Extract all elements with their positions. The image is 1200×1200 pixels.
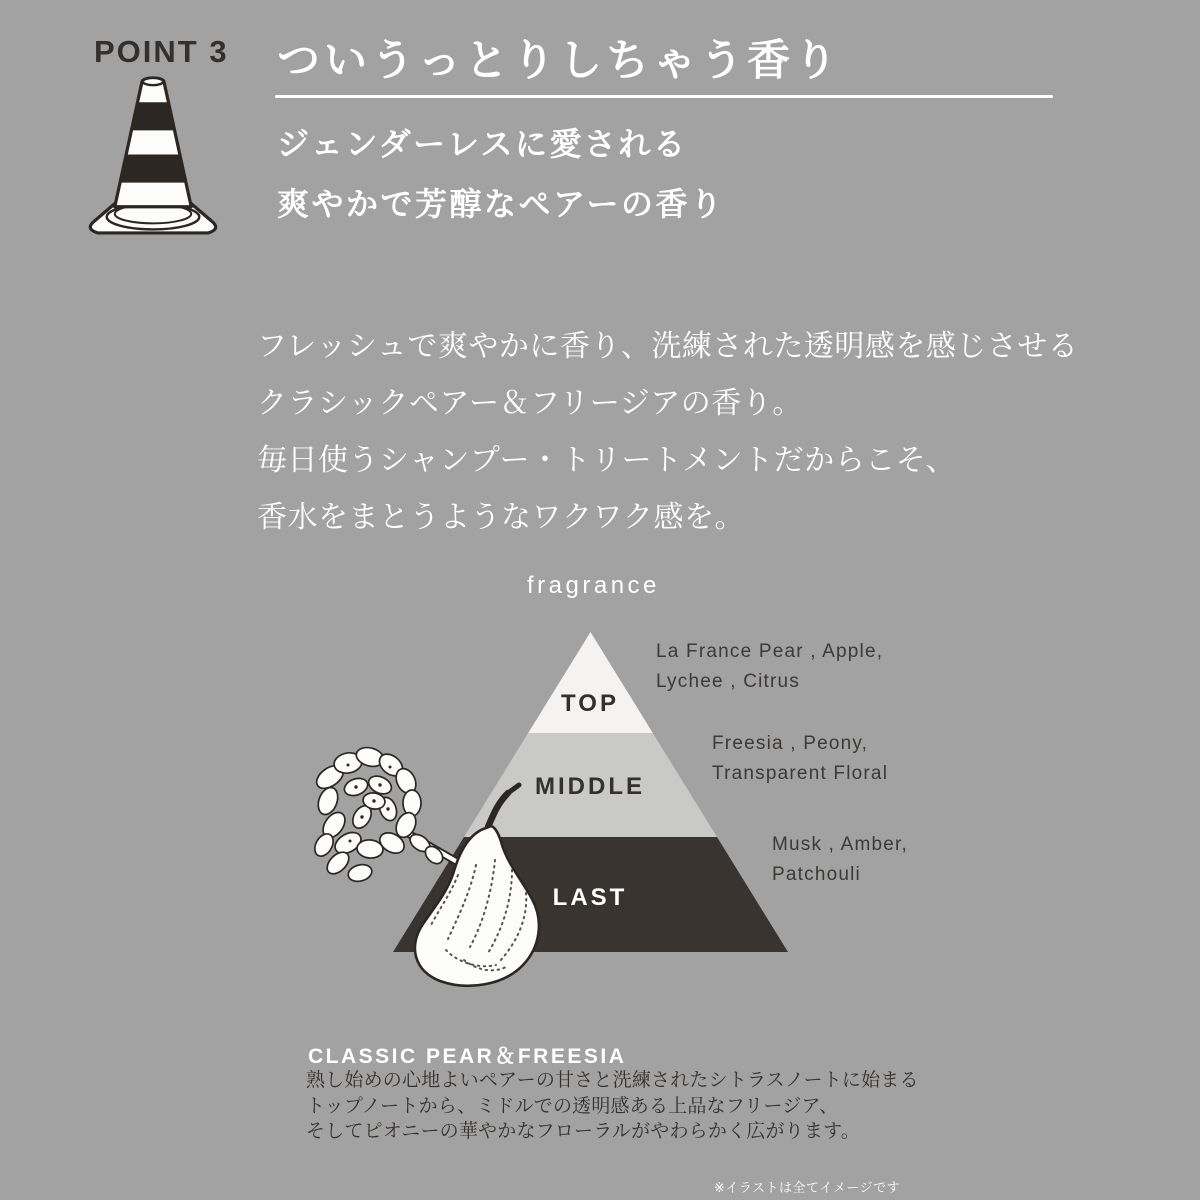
last-notes — [772, 830, 908, 890]
note-line: Patchouli — [772, 864, 861, 885]
pyramid-top-layer — [528, 632, 653, 733]
title-underline — [275, 95, 1053, 98]
section-subtitle — [277, 114, 725, 234]
scent-description-line: そしてピオニーの華やかなフローラルがやわらかく広がります。 — [306, 1121, 860, 1142]
top-notes — [656, 637, 883, 697]
note-line: Lychee , Citrus — [656, 671, 801, 692]
note-line: Musk , Amber, — [772, 834, 908, 855]
intro-paragraph — [257, 318, 1078, 546]
pyramid-label-middle: MIDDLE — [535, 773, 645, 800]
footer-disclaimer: ※イラストは全てイメージです — [714, 1180, 901, 1195]
scent-description — [306, 1068, 919, 1145]
note-line: Freesia , Peony, — [712, 733, 869, 754]
pyramid-label-last: LAST — [552, 884, 628, 911]
intro-line: 香水をまとうようなワクワク感を。 — [257, 501, 745, 534]
traffic-cone-icon — [82, 68, 224, 244]
middle-notes — [712, 729, 888, 789]
section-title: ついうっとりしちゃう香り — [277, 37, 841, 85]
note-line: La France Pear , Apple, — [656, 641, 884, 662]
pear-flower-illustration — [290, 725, 560, 990]
note-line: Transparent Floral — [712, 763, 889, 784]
point-label: POINT 3 — [94, 34, 229, 69]
subtitle-line: 爽やかで芳醇なペアーの香り — [277, 186, 725, 222]
intro-line: フレッシュで爽やかに香り、洗練された透明感を感じさせる — [257, 330, 1079, 363]
freesia-flowers — [311, 745, 446, 884]
subtitle-line: ジェンダーレスに愛される — [277, 126, 688, 162]
scent-description-line: 熟し始めの心地よいペアーの甘さと洗練されたシトラスノートに始まる — [306, 1070, 919, 1091]
pyramid-label-top: TOP — [561, 690, 619, 717]
intro-line: 毎日使うシャンプー・トリートメントだからこそ、 — [257, 444, 957, 477]
scent-name: CLASSIC PEAR＆FREESIA — [308, 1045, 627, 1068]
intro-line: クラシックペアー＆フリージアの香り。 — [257, 387, 803, 420]
scent-description-line: トップノートから、ミドルでの透明感ある上品なフリージア、 — [306, 1095, 839, 1117]
fragrance-heading: fragrance — [527, 572, 660, 599]
